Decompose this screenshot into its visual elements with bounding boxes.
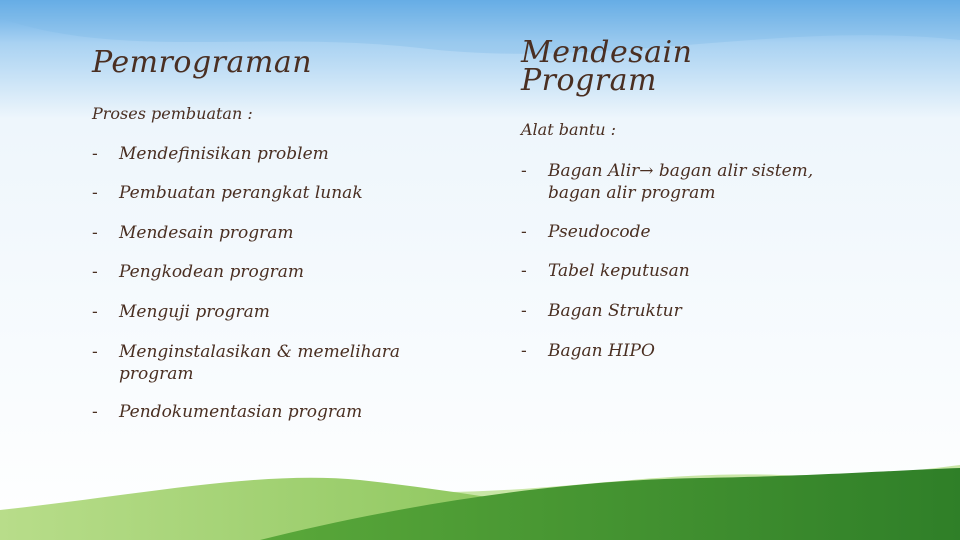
dash-bullet: - — [521, 161, 527, 181]
dash-bullet: - — [521, 261, 527, 281]
dash-bullet: - — [92, 342, 98, 362]
dash-bullet: - — [92, 144, 98, 164]
dash-bullet: - — [521, 301, 527, 321]
list-item-text: Mendesain program — [119, 223, 294, 243]
right-title-line2: Program — [521, 63, 657, 98]
list-item-text: Tabel keputusan — [548, 261, 690, 281]
list-item — [92, 401, 362, 423]
list-item — [521, 160, 851, 204]
list-item-text: Bagan Alir→ bagan alir sistem, bagan alir program — [548, 161, 814, 203]
list-item — [92, 222, 294, 244]
list-item — [521, 300, 682, 322]
list-item-text: Bagan HIPO — [548, 341, 655, 361]
list-item — [92, 301, 270, 323]
dash-bullet: - — [92, 402, 98, 422]
right-title-line1: Mendesain — [521, 35, 693, 70]
left-subtitle: Proses pembuatan : — [92, 104, 253, 123]
list-item — [92, 182, 363, 204]
list-item — [92, 261, 304, 283]
list-item-text: Pengkodean program — [119, 262, 305, 282]
list-item-text: Mendefinisikan problem — [119, 144, 329, 164]
list-item-text: Bagan Struktur — [548, 301, 682, 321]
dash-bullet: - — [92, 302, 98, 322]
list-item — [92, 341, 422, 385]
dash-bullet: - — [92, 223, 98, 243]
left-title: Pemrograman — [92, 45, 313, 80]
list-item-text: Pseudocode — [548, 222, 651, 242]
list-item-text: Pembuatan perangkat lunak — [119, 183, 363, 203]
list-item — [521, 221, 651, 243]
list-item — [521, 340, 655, 362]
dash-bullet: - — [521, 222, 527, 242]
right-subtitle: Alat bantu : — [521, 120, 617, 139]
list-item-text: Menginstalasikan & memelihara program — [119, 342, 401, 384]
dash-bullet: - — [92, 262, 98, 282]
list-item — [92, 143, 329, 165]
list-item-text: Pendokumentasian program — [119, 402, 363, 422]
list-item-text: Menguji program — [119, 302, 270, 322]
list-item — [521, 260, 690, 282]
dash-bullet: - — [92, 183, 98, 203]
dash-bullet: - — [521, 341, 527, 361]
